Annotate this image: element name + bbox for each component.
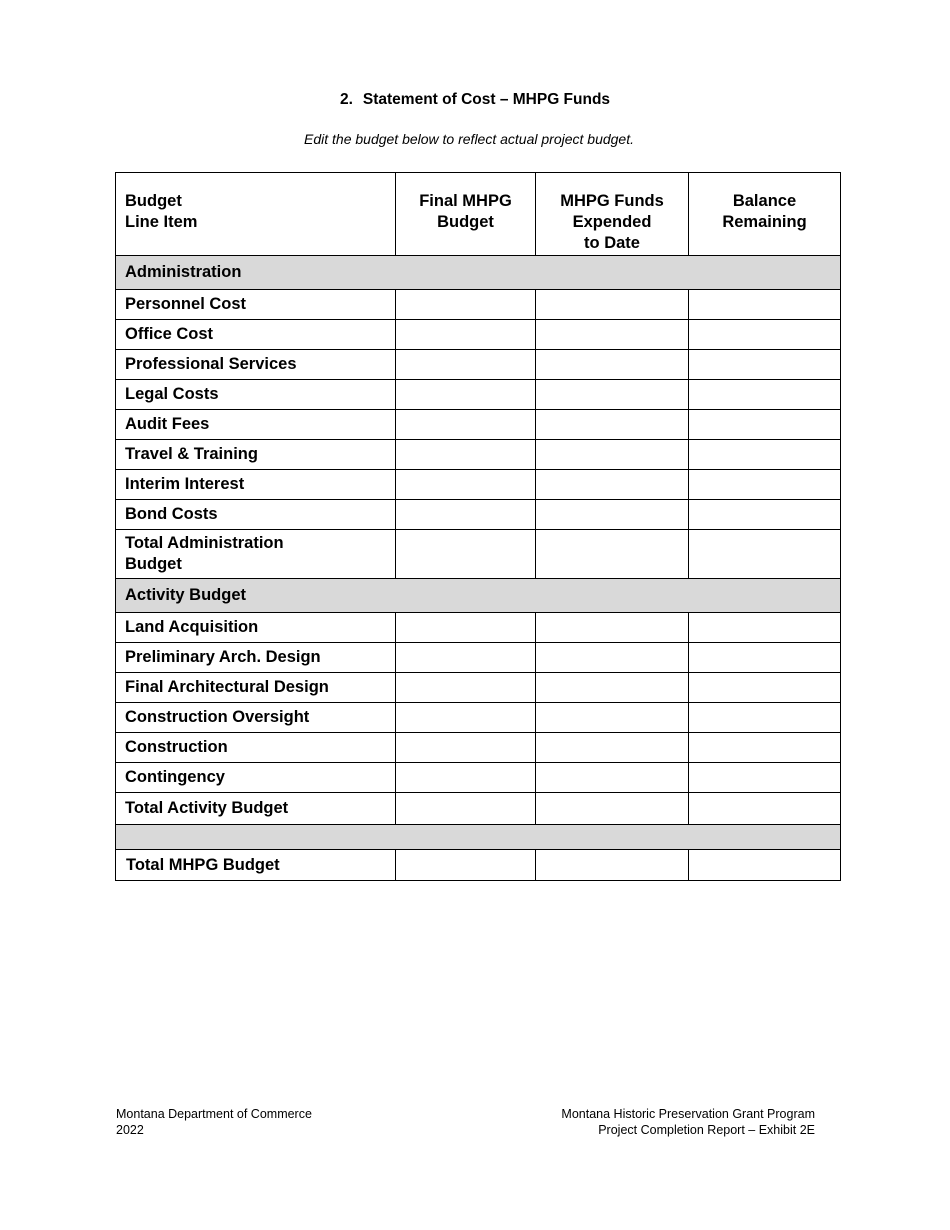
funds-expended-cell[interactable] <box>536 793 689 825</box>
footer-year: 2022 <box>116 1123 144 1137</box>
balance-remaining-cell[interactable] <box>689 530 841 579</box>
table-row <box>116 643 841 673</box>
header-funds-expended: MHPG Funds Expended to Date <box>536 173 689 256</box>
final-budget-cell[interactable] <box>396 850 536 881</box>
final-budget-cell[interactable] <box>396 410 536 440</box>
total-administration-label: Total Administration Budget <box>116 530 396 579</box>
table-row <box>116 410 841 440</box>
line-item-label: Land Acquisition <box>116 613 396 643</box>
balance-remaining-cell[interactable] <box>689 613 841 643</box>
section-number: 2. <box>339 91 353 108</box>
final-budget-cell[interactable] <box>396 320 536 350</box>
line-item-label: Construction Oversight <box>116 703 396 733</box>
balance-remaining-cell[interactable] <box>689 643 841 673</box>
line-item-label: Contingency <box>116 763 396 793</box>
footer-report: Project Completion Report – Exhibit 2E <box>598 1123 815 1137</box>
final-budget-cell[interactable] <box>396 470 536 500</box>
section-label: Administration <box>116 256 841 290</box>
balance-remaining-cell[interactable] <box>689 470 841 500</box>
balance-remaining-cell[interactable] <box>689 290 841 320</box>
balance-remaining-cell[interactable] <box>689 793 841 825</box>
section-row-administration <box>116 256 841 290</box>
header-balance-remaining: Balance Remaining <box>689 173 841 256</box>
spacer-cell <box>116 825 841 850</box>
balance-remaining-cell[interactable] <box>689 440 841 470</box>
line-item-label: Professional Services <box>116 350 396 380</box>
line-item-label: Office Cost <box>116 320 396 350</box>
funds-expended-cell[interactable] <box>536 380 689 410</box>
line-item-label: Personnel Cost <box>116 290 396 320</box>
final-budget-cell[interactable] <box>396 643 536 673</box>
funds-expended-cell[interactable] <box>536 440 689 470</box>
balance-remaining-cell[interactable] <box>689 850 841 881</box>
total-administration-row <box>116 530 841 579</box>
final-budget-cell[interactable] <box>396 613 536 643</box>
funds-expended-cell[interactable] <box>536 500 689 530</box>
table-row <box>116 380 841 410</box>
balance-remaining-cell[interactable] <box>689 410 841 440</box>
final-budget-cell[interactable] <box>396 380 536 410</box>
spacer-row <box>116 825 841 850</box>
balance-remaining-cell[interactable] <box>689 703 841 733</box>
balance-remaining-cell[interactable] <box>689 673 841 703</box>
section-title: Statement of Cost – MHPG Funds <box>362 91 611 108</box>
section-row-activity <box>116 579 841 613</box>
section-label: Activity Budget <box>116 579 841 613</box>
line-item-label: Travel & Training <box>116 440 396 470</box>
table-row <box>116 320 841 350</box>
table-row <box>116 440 841 470</box>
balance-remaining-cell[interactable] <box>689 350 841 380</box>
final-budget-cell[interactable] <box>396 290 536 320</box>
table-row <box>116 500 841 530</box>
line-item-label: Preliminary Arch. Design <box>116 643 396 673</box>
footer-left <box>116 1106 312 1138</box>
funds-expended-cell[interactable] <box>536 320 689 350</box>
budget-table <box>115 172 841 881</box>
funds-expended-cell[interactable] <box>536 673 689 703</box>
funds-expended-cell[interactable] <box>536 470 689 500</box>
final-budget-cell[interactable] <box>396 440 536 470</box>
balance-remaining-cell[interactable] <box>689 733 841 763</box>
final-budget-cell[interactable] <box>396 350 536 380</box>
header-final-budget: Final MHPG Budget <box>396 173 536 256</box>
final-budget-cell[interactable] <box>396 763 536 793</box>
final-budget-cell[interactable] <box>396 673 536 703</box>
funds-expended-cell[interactable] <box>536 763 689 793</box>
funds-expended-cell[interactable] <box>536 850 689 881</box>
table-row <box>116 673 841 703</box>
line-item-label: Construction <box>116 733 396 763</box>
funds-expended-cell[interactable] <box>536 530 689 579</box>
line-item-label: Interim Interest <box>116 470 396 500</box>
total-activity-label: Total Activity Budget <box>116 793 396 825</box>
balance-remaining-cell[interactable] <box>689 320 841 350</box>
section-heading <box>0 91 950 109</box>
grand-total-row <box>116 850 841 881</box>
funds-expended-cell[interactable] <box>536 350 689 380</box>
header-row <box>116 173 841 256</box>
final-budget-cell[interactable] <box>396 793 536 825</box>
final-budget-cell[interactable] <box>396 530 536 579</box>
line-item-label: Final Architectural Design <box>116 673 396 703</box>
funds-expended-cell[interactable] <box>536 733 689 763</box>
footer-department: Montana Department of Commerce <box>116 1107 312 1121</box>
table-row <box>116 733 841 763</box>
table-row <box>116 763 841 793</box>
final-budget-cell[interactable] <box>396 703 536 733</box>
balance-remaining-cell[interactable] <box>689 500 841 530</box>
funds-expended-cell[interactable] <box>536 410 689 440</box>
line-item-label: Audit Fees <box>116 410 396 440</box>
table-row <box>116 350 841 380</box>
grand-total-label: Total MHPG Budget <box>116 850 396 881</box>
line-item-label: Legal Costs <box>116 380 396 410</box>
footer-right <box>561 1106 815 1138</box>
header-line-item: Budget Line Item <box>116 173 396 256</box>
line-item-label: Bond Costs <box>116 500 396 530</box>
funds-expended-cell[interactable] <box>536 290 689 320</box>
table-row <box>116 290 841 320</box>
final-budget-cell[interactable] <box>396 733 536 763</box>
footer-program: Montana Historic Preservation Grant Program <box>561 1107 815 1121</box>
funds-expended-cell[interactable] <box>536 613 689 643</box>
balance-remaining-cell[interactable] <box>689 380 841 410</box>
total-activity-row <box>116 793 841 825</box>
funds-expended-cell[interactable] <box>536 643 689 673</box>
instruction-text: Edit the budget below to reflect actual project budget. <box>304 131 634 147</box>
table-row <box>116 613 841 643</box>
table-row <box>116 703 841 733</box>
final-budget-cell[interactable] <box>396 500 536 530</box>
balance-remaining-cell[interactable] <box>689 763 841 793</box>
table-row <box>116 470 841 500</box>
funds-expended-cell[interactable] <box>536 703 689 733</box>
